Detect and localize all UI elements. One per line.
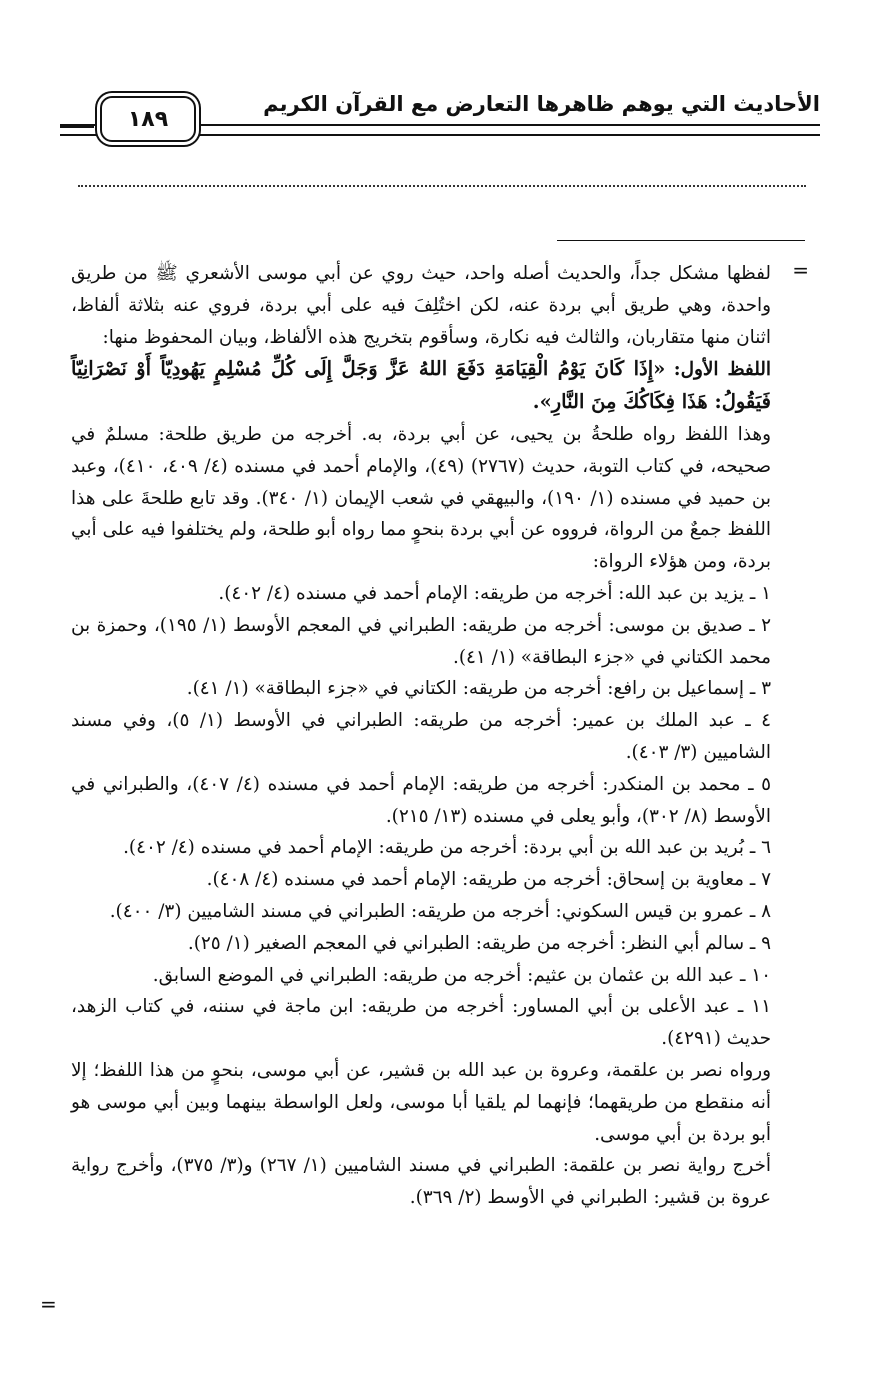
narrator-item: ٨ ـ عمرو بن قيس السكوني: أخرجه من طريقه: الطبراني في مسند الشاميين (٣/ ٤٠٠). xyxy=(109,900,771,922)
page-number: ١٨٩ xyxy=(100,96,196,142)
dotted-separator xyxy=(78,185,806,187)
continuation-mark-top: = xyxy=(792,258,809,282)
narrator-item: ٢ ـ صديق بن موسى: أخرجه من طريقه: الطبراني في المعجم الأوسط (١/ ١٩٥)، وحمزة بن محمد الكتاني في «جزء البطاقة» (١/ ٤١). xyxy=(71,614,772,668)
first-wording-hadith: «إِذَا كَانَ يَوْمُ الْقِيَامَةِ دَفَعَ اللهُ عَزَّ وَجَلَّ إِلَى كُلِّ مُسْلِمٍ يَهُودِيّاً أَوْ نَصْرَانِيّاً فَيَقُولُ: هَذَا فِكَاكُكَ مِنَ النَّارِ». xyxy=(71,357,771,414)
narrator-item: ١٠ ـ عبد الله بن عثمان بن عثيم: أخرجه من طريقه: الطبراني في الموضع السابق. xyxy=(152,964,771,986)
narrator-item: ٥ ـ محمد بن المنكدر: أخرجه من طريقه: الإمام أحمد في مسنده (٤/ ٤٠٧)، والطبراني في الأوسط (٨/ ٣٠٢)، وأبو يعلى في مسنده (١٣/ ٢١٥). xyxy=(71,773,771,827)
header-rule-stub xyxy=(60,126,94,136)
narration-paragraph: وهذا اللفظ رواه طلحةُ بن يحيى، عن أبي بردة، به. أخرجه من طريق طلحة: مسلمٌ في صحيحه، في كتاب التوبة، حديث (٢٧٦٧) (٤٩)، والإمام أحمد في مسنده (٤/ ٤٠٩، ٤١٠)، وعبد بن حميد في مسنده (١/ ١٩٠)، والبيهقي في شعب الإيمان (١/ ٣٤٠). وقد تابع طلحةَ على هذا اللفظ جمعٌ من الرواة، فرووه عن أبي بردة بنحوٍ مما رواه أبو طلحة، ولم يختلفوا فيه على أبي بردة، ومن هؤلاء الرواة: xyxy=(71,423,772,573)
running-title: الأحاديث التي يوهم ظاهرها التعارض مع القرآن الكريم xyxy=(263,92,820,116)
footnote-body xyxy=(71,258,771,1214)
closing-paragraph-1: ورواه نصر بن علقمة، وعروة بن عبد الله بن قشير، عن أبي موسى، بنحوٍ من هذا اللفظ؛ إلا أنه منقطع من طريقهما؛ فإنهما لم يلقيا أبا موسى، ولعل الواسطة بينهما وبين أبي موسى هو أبو بردة بن أبي موسى. xyxy=(71,1059,771,1145)
narrator-item: ٩ ـ سالم أبي النظر: أخرجه من طريقه: الطبراني في المعجم الصغير (١/ ٢٥). xyxy=(187,932,771,954)
narrator-item: ٦ ـ بُريد بن عبد الله بن أبي بردة: أخرجه من طريقه: الإمام أحمد في مسنده (٤/ ٤٠٢). xyxy=(123,837,771,859)
narrator-item: ١ ـ يزيد بن عبد الله: أخرجه من طريقه: الإمام أحمد في مسنده (٤/ ٤٠٢). xyxy=(218,582,771,604)
narrator-item: ٧ ـ معاوية بن إسحاق: أخرجه من طريقه: الإمام أحمد في مسنده (٤/ ٤٠٨). xyxy=(206,869,771,891)
first-wording-label: اللفظ الأول: xyxy=(673,359,771,381)
first-wording xyxy=(71,353,771,419)
closing-paragraph-2: أخرج رواية نصر بن علقمة: الطبراني في مسند الشاميين (١/ ٢٦٧) و(٣/ ٣٧٥)، وأخرج رواية عروة بن قشير: الطبراني في الأوسط (٢/ ٣٦٩). xyxy=(71,1155,772,1209)
narrator-item: ١١ ـ عبد الأعلى بن أبي المساور: أخرجه من طريقه: ابن ماجة في سننه، في كتاب الزهد، حديث (٤٢٩١). xyxy=(71,996,771,1050)
narrator-item: ٤ ـ عبد الملك بن عمير: أخرجه من طريقه: الطبراني في الأوسط (١/ ٥)، وفي مسند الشاميين (٣/ ٤٠٣). xyxy=(71,710,772,763)
page-header xyxy=(60,84,820,156)
continuation-mark-bottom: = xyxy=(40,1292,57,1316)
footnote-rule xyxy=(557,240,805,241)
narrator-item: ٣ ـ إسماعيل بن رافع: أخرجه من طريقه: الكتاني في «جزء البطاقة» (١/ ٤١). xyxy=(186,678,771,700)
footnote-intro: لفظها مشكل جداً، والحديث أصله واحد، حيث روي عن أبي موسى الأشعري ﷺ من طريق واحدة، وهي طريق أبي بردة عنه، لكن اختُلِفَ فيه على أبي بردة، فروي عنه بثلاثة ألفاظ، اثنان منها متقاربان، والثالث فيه نكارة، وسأقوم بتخريج هذه الألفاظ، وبيان المحفوظ منها: xyxy=(71,263,771,348)
